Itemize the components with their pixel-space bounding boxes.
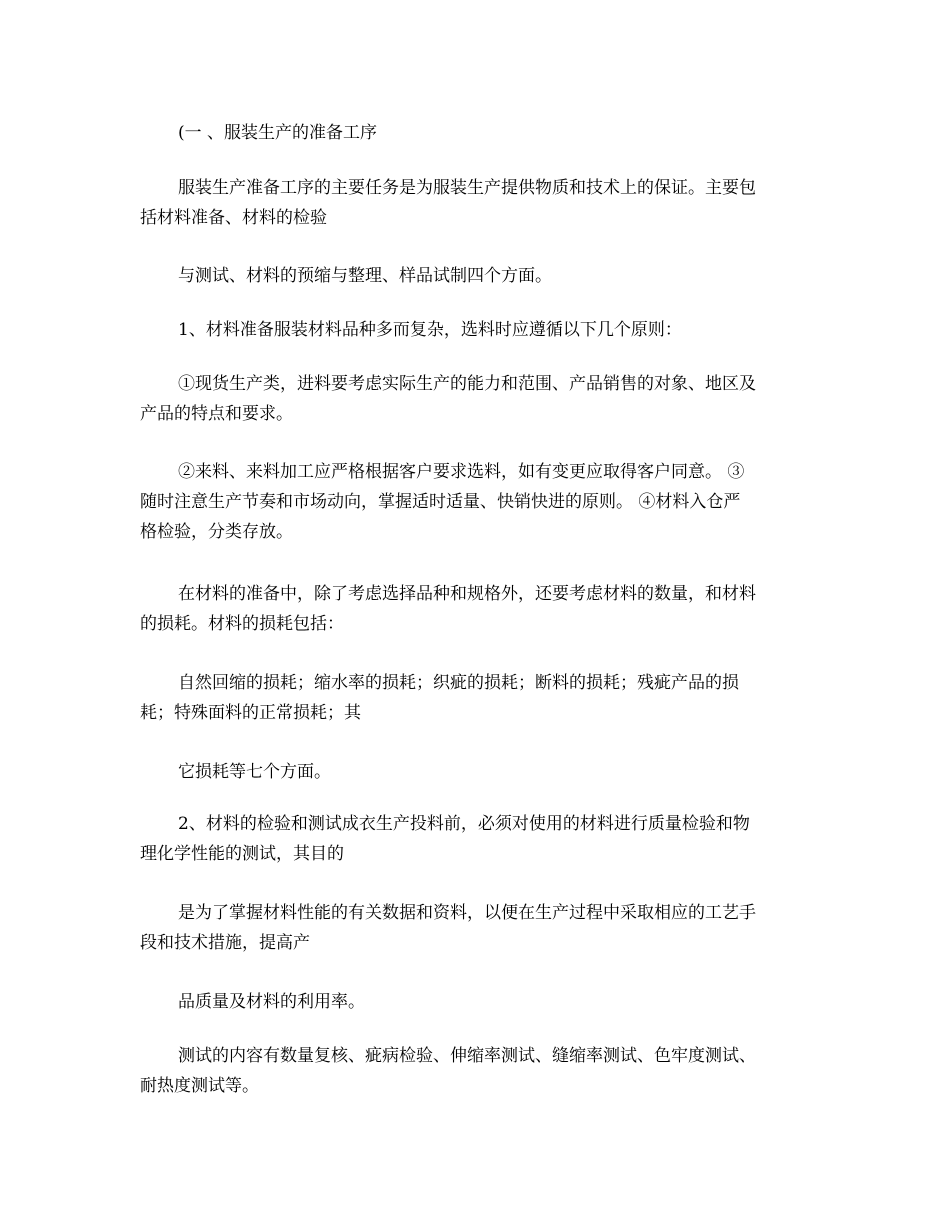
paragraph <box>140 668 812 728</box>
paragraph <box>140 579 812 639</box>
text-line: 自然回缩的损耗；缩水率的损耗；织疵的损耗；断料的损耗；残疵产品的损 <box>178 673 739 693</box>
paragraph <box>140 1041 812 1101</box>
text-line: 是为了掌握材料性能的有关数据和资料，以便在生产过程中采取相应的工艺手 <box>178 903 756 923</box>
text-line: 在材料的准备中，除了考虑选择品种和规格外，还要考虑材料的数量，和材料 <box>178 584 756 604</box>
text-line: 1、材料准备服装材料品种多而复杂，选料时应遵循以下几个原则： <box>178 320 682 340</box>
text-line: 随时注意生产节奏和市场动向，掌握适时适量、快销快进的原则。 ④材料入仓严 <box>140 492 741 512</box>
paragraph <box>140 987 812 1017</box>
paragraph <box>140 898 812 958</box>
text-line: 段和技术措施，提高产 <box>140 933 310 953</box>
section-heading <box>140 118 812 148</box>
text-line: 它损耗等七个方面。 <box>178 762 331 782</box>
paragraph <box>140 173 812 233</box>
text-line: 耗；特殊面料的正常损耗；其 <box>140 703 361 723</box>
text-line: 服装生产准备工序的主要任务是为服装生产提供物质和技术上的保证。主要包 <box>178 178 756 198</box>
text-line: 理化学性能的测试，其目的 <box>140 844 344 864</box>
text-line: ①现货生产类，进料要考虑实际生产的能力和范围、产品销售的对象、地区及 <box>178 374 756 394</box>
text-line: 2、材料的检验和测试成衣生产投料前，必须对使用的材料进行质量检验和物 <box>178 814 750 834</box>
text-line: 格检验，分类存放。 <box>140 522 293 542</box>
paragraph <box>140 315 812 345</box>
text-line: (一 、服装生产的准备工序 <box>178 123 378 143</box>
paragraph <box>140 457 812 547</box>
text-line: 品质量及材料的利用率。 <box>178 992 365 1012</box>
text-line: 的损耗。材料的损耗包括： <box>140 614 344 634</box>
text-line: 产品的特点和要求。 <box>140 404 293 424</box>
text-line: 耐热度测试等。 <box>140 1076 259 1096</box>
text-line: 与测试、材料的预缩与整理、样品试制四个方面。 <box>178 266 552 286</box>
text-line: 测试的内容有数量复核、疵病检验、伸缩率测试、缝缩率测试、色牢度测试、 <box>178 1046 756 1066</box>
paragraph <box>140 809 812 869</box>
paragraph <box>140 261 812 291</box>
paragraph <box>140 757 812 787</box>
text-line: ②来料、来料加工应严格根据客户要求选料，如有变更应取得客户同意。 ③ <box>178 462 745 482</box>
paragraph <box>140 369 812 429</box>
text-line: 括材料准备、材料的检验 <box>140 208 327 228</box>
